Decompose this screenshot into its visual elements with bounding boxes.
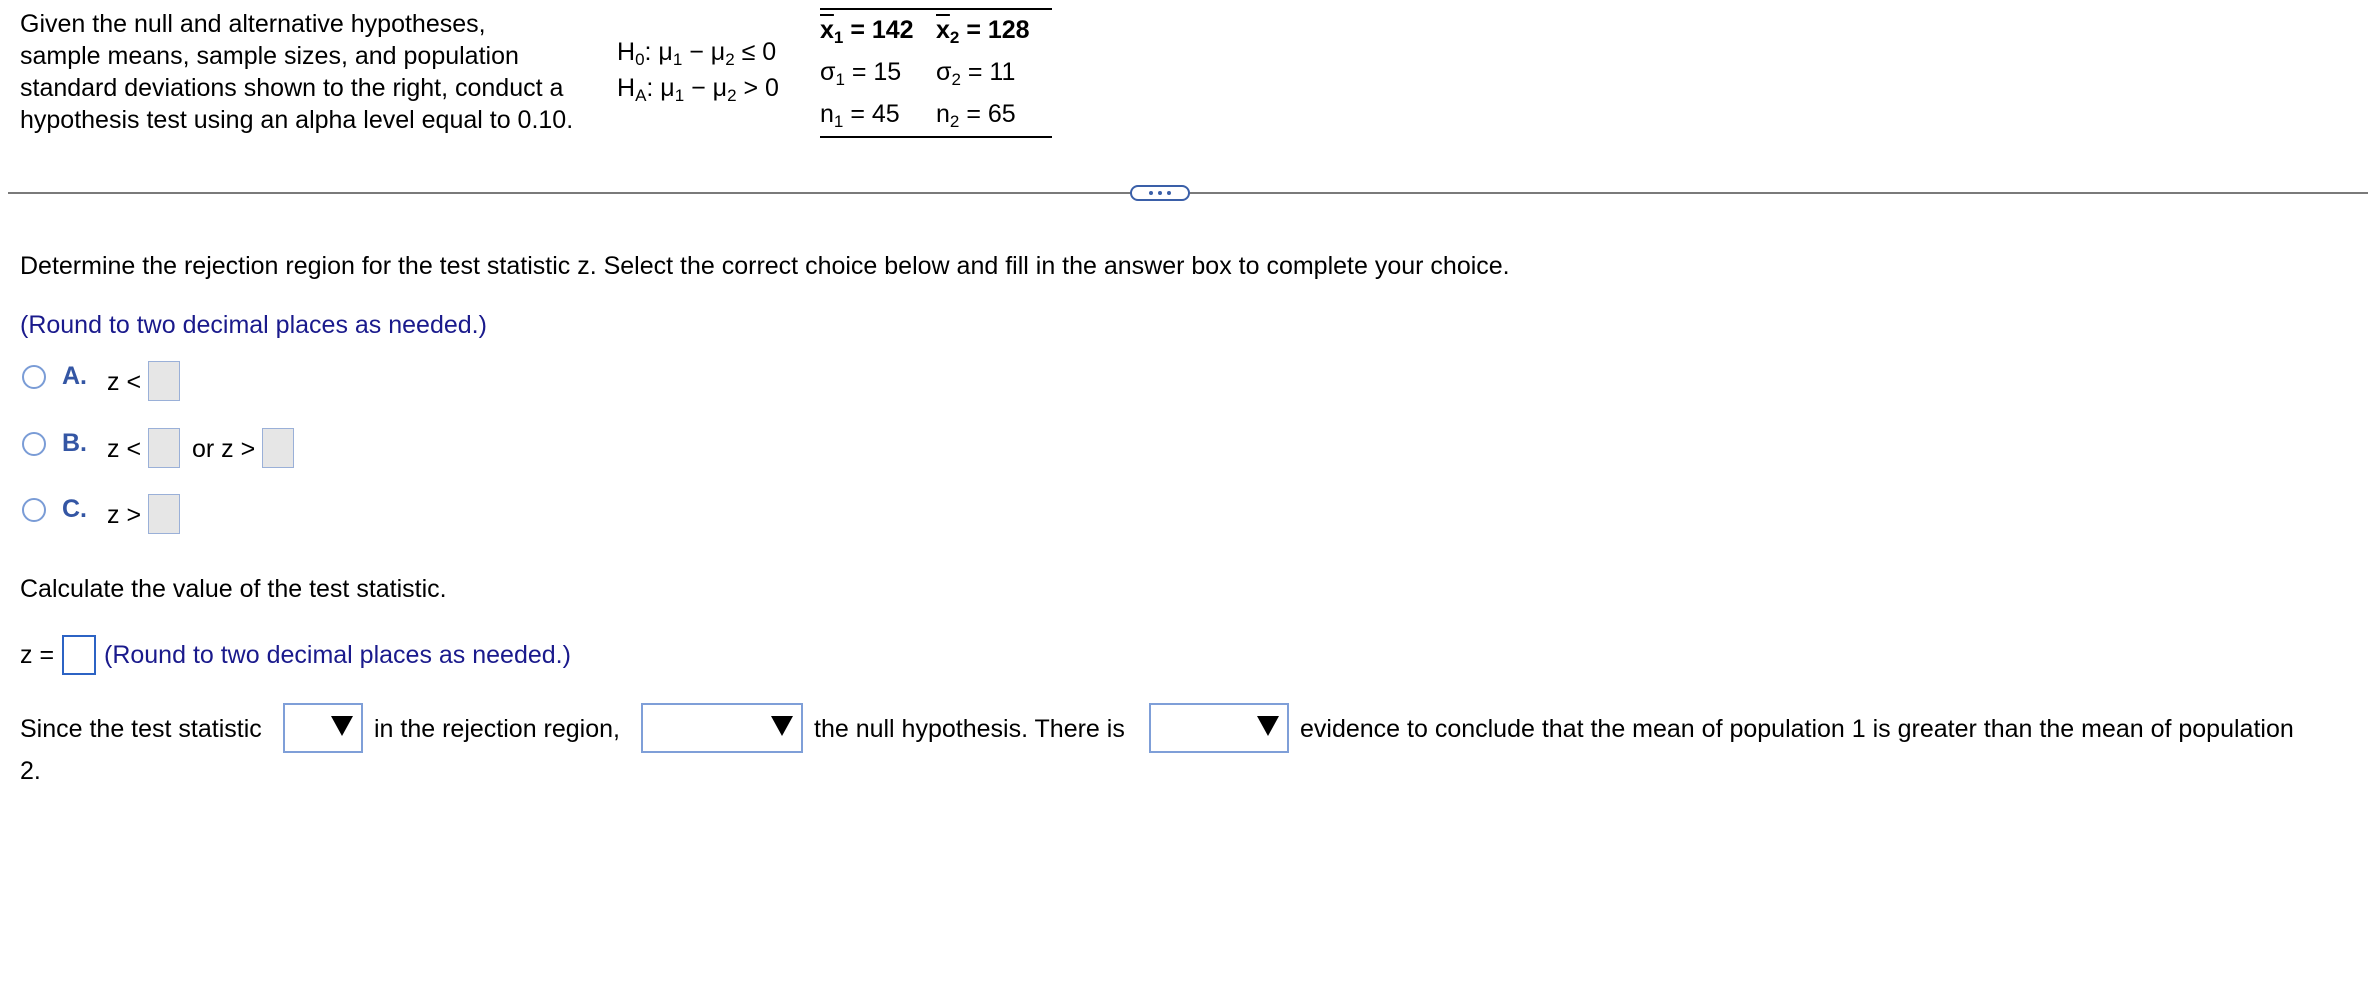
n-2: $n_2 = 65$ (936, 100, 1016, 131)
conclusion-text-5: 2. (20, 757, 41, 785)
dropdown-arrow-icon (331, 716, 353, 736)
option-b-letter: B. (62, 429, 87, 457)
z-value-input[interactable] (62, 635, 96, 675)
round-note: (Round to two decimal places as needed.) (20, 311, 487, 339)
evidence-dropdown[interactable] (1149, 703, 1289, 753)
dot-icon (1158, 191, 1162, 195)
z-label: z = (20, 641, 55, 669)
intro-line-4: hypothesis test using an alpha level equal to 0.10. (20, 106, 574, 134)
in-region-dropdown[interactable] (283, 703, 363, 753)
intro-line-2: sample means, sample sizes, and population (20, 42, 519, 70)
conclusion-text-4: evidence to conclude that the mean of population 1 is greater than the mean of population (1300, 715, 2294, 743)
option-b-upper-box[interactable] (262, 428, 294, 468)
option-b-label: z < (107, 435, 142, 463)
intro-line-1: Given the null and alternative hypotheses, (20, 10, 486, 38)
option-a-label: z < (107, 368, 142, 396)
dot-icon (1149, 191, 1153, 195)
option-b-or-label: or z > (192, 435, 256, 463)
dropdown-arrow-icon (1257, 716, 1279, 736)
null-hypothesis: $H_0$: $\mu_1 - \mu_2 \le 0$ (617, 38, 777, 69)
option-a-radio[interactable] (22, 365, 46, 389)
option-a-answer-box[interactable] (148, 361, 180, 401)
conclusion-text-2: in the rejection region, (374, 715, 620, 743)
sample-stats-table (820, 8, 1052, 138)
sigma-2: $\sigma_2 = 11$ (936, 58, 1016, 89)
alternative-hypothesis: $H_A$: $\mu_1 - \mu_2 > 0$ (617, 74, 779, 105)
option-c-label: z > (107, 501, 142, 529)
z-round-note: (Round to two decimal places as needed.) (104, 641, 571, 669)
reject-decision-dropdown[interactable] (641, 703, 803, 753)
intro-line-3: standard deviations shown to the right, conduct a (20, 74, 564, 102)
option-b-lower-box[interactable] (148, 428, 180, 468)
x2-bar: $\overline{x}_2 = 128$ (936, 16, 1030, 47)
option-c-radio[interactable] (22, 498, 46, 522)
option-c-letter: C. (62, 495, 87, 523)
option-c-answer-box[interactable] (148, 494, 180, 534)
dot-icon (1167, 191, 1171, 195)
option-a-letter: A. (62, 362, 87, 390)
n-1: $n_1 = 45$ (820, 100, 900, 131)
conclusion-text-3: the null hypothesis. There is (814, 715, 1125, 743)
rejection-region-prompt: Determine the rejection region for the test statistic z. Select the correct choice below and fill in the answer box to complete your choice. (20, 252, 1510, 280)
conclusion-text-1: Since the test statistic (20, 715, 262, 743)
sigma-1: $\sigma_1 = 15$ (820, 58, 902, 89)
test-stat-prompt: Calculate the value of the test statistic. (20, 575, 447, 603)
option-b-radio[interactable] (22, 432, 46, 456)
expand-more-button[interactable] (1130, 185, 1190, 201)
dropdown-arrow-icon (771, 716, 793, 736)
x1-bar: $\overline{x}_1 = 142$ (820, 16, 914, 47)
